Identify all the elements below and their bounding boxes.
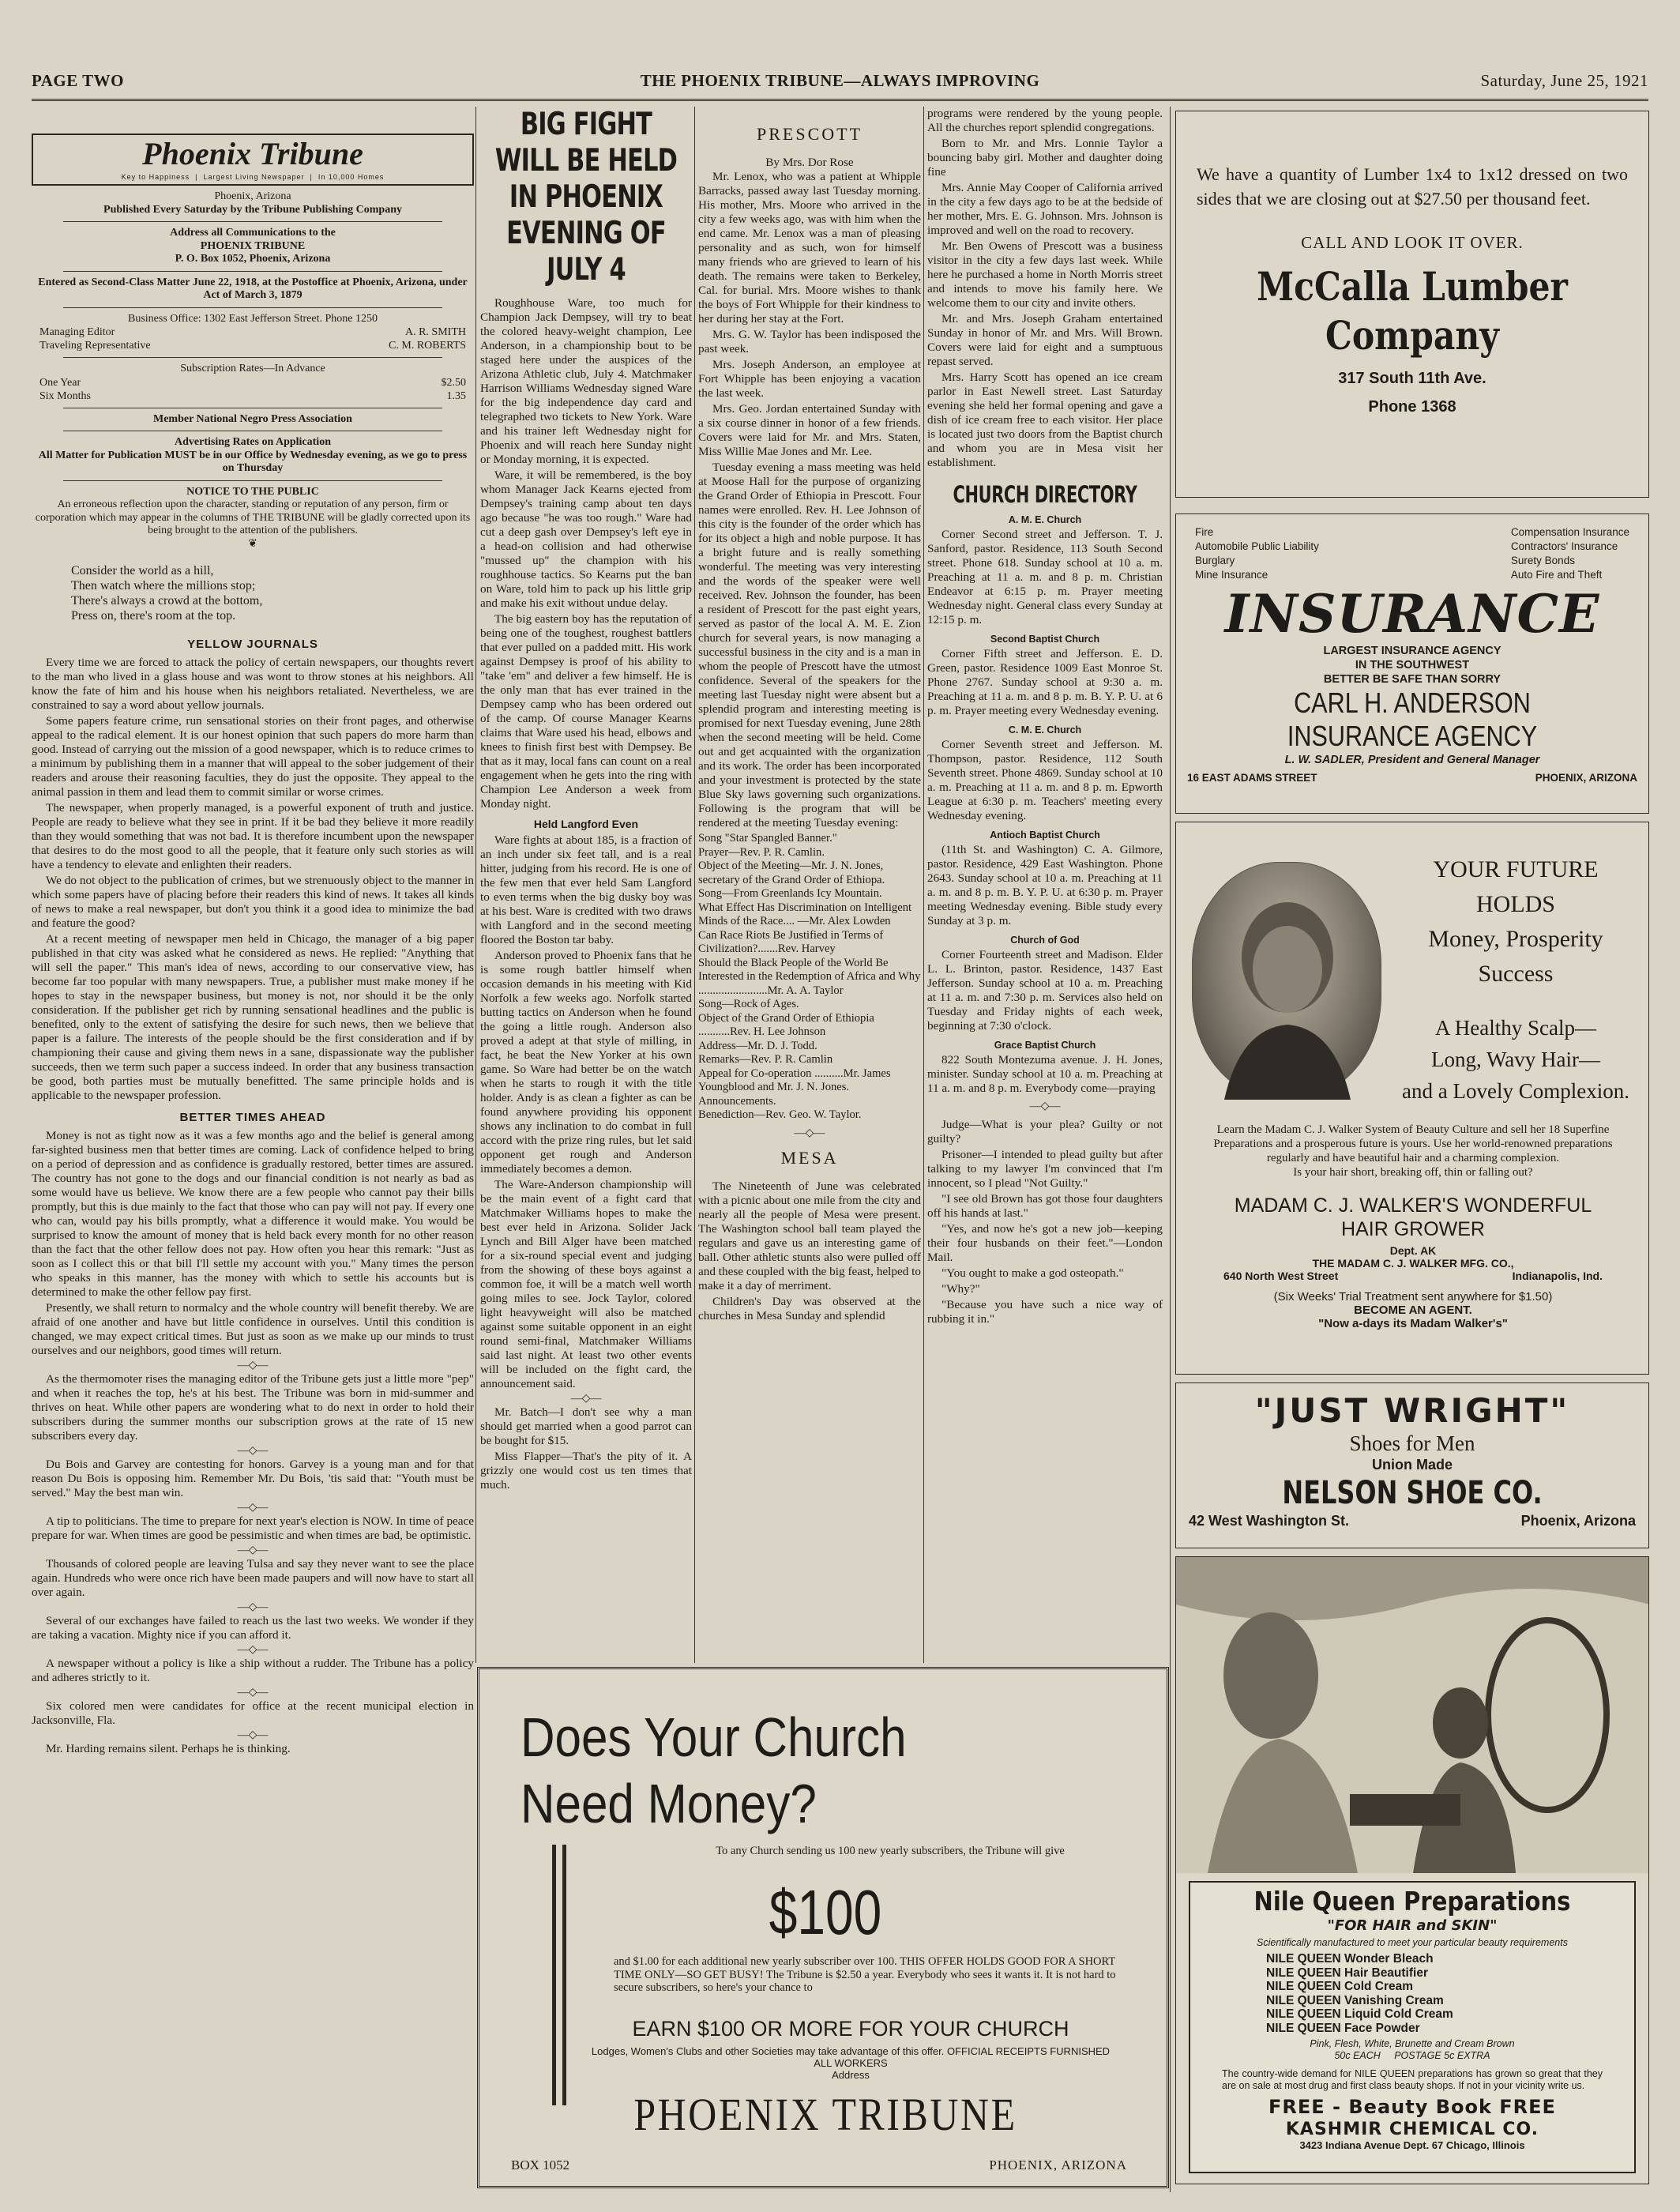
section-head-mesa: MESA bbox=[780, 1147, 839, 1168]
nile-address: 3423 Indiana Avenue Dept. 67 Chicago, Illinois bbox=[1299, 2139, 1525, 2151]
advertising-line: Advertising Rates on Application bbox=[175, 436, 331, 448]
notice-text: An erroneous reflection upon the character, standing or reputation of any person, firm or corporation which may appear in the columns of THE TRIBUNE will be gladly corrected upon its being brought to the attention of the publishers. bbox=[35, 498, 471, 536]
insurance-type: Compensation Insurance bbox=[1510, 526, 1629, 538]
section-head-prescott: PRESCOTT bbox=[756, 124, 863, 144]
walker-grower bbox=[1192, 1194, 1634, 1330]
short-item: A tip to politicians. The time to prepare for next year's election is NOW. In time of peace prepare for war. When times are good be pessimistic and when times are bad, be optimistic. bbox=[32, 1514, 474, 1542]
nile-shades: Pink, Flesh, White, Brunette and Cream Brown bbox=[1310, 2038, 1515, 2049]
insurance-type: Auto Fire and Theft bbox=[1510, 569, 1603, 581]
program-item: Song—From Greenlands Icy Mountain. bbox=[698, 887, 882, 900]
joke-line: "I see old Brown has got those four daughters off his hands at last." bbox=[927, 1192, 1163, 1220]
benefit-line: Long, Wavy Hair— bbox=[1430, 1048, 1601, 1071]
news-item: Children's Day was observed at the churches in Mesa Sunday and splendid bbox=[698, 1294, 921, 1322]
news-item: Mrs. Harry Scott has opened an ice cream parlor in East Newell street. Last Saturday evening she held her formal opening and gave a dish of ice cream free to each visitor. Her place is located just two doors from the Baptist church and whom you are in Mesa visit her establishment. bbox=[927, 371, 1163, 469]
fight-column bbox=[480, 107, 692, 1663]
news-item: Tuesday evening a mass meeting was held at Moose Hall for the purpose of organizing the Grand Order of Ethiopia in Prescott. Four names were enrolled. Rev. H. Lee Johnson of this city is the founder of the order which has for its object a high and noble purpose. It has a bright future and is really something wonderful. The meeting was very interesting and the words of the speaker were well received. Rev. Johnson the founder, has been a resident of Prescott for the past eight years, served as pastor of the local A. M. E. Zion church for several years, is now managing a successful business in the city and is a man in whom the people of Prescott have the utmost confidence. Several of the speakers for the meeting last Tuesday night were absent but a splendid program and interesting meeting is promised for next Tuesday evening, June 28th when the second meeting will be held. Come out and get acquainted with the organization and its work. The order has been incorporated and your investment is protected by the state Blue Sky laws governing such organizations. Following is the program that will be rendered at the meeting Tuesday evening: bbox=[698, 461, 921, 830]
divider bbox=[63, 221, 442, 222]
walker-mfg: THE MADAM C. J. WALKER MFG. CO., bbox=[1312, 1257, 1514, 1270]
lodge-line: Lodges, Women's Clubs and other Societies may take advantage of this offer. OFFICIAL RECEIPTS FURNISHED ALL WORKERS bbox=[591, 2045, 1111, 2069]
church-money-ad bbox=[477, 1667, 1169, 2188]
staff-role: Managing Editor bbox=[39, 326, 115, 338]
news-item: programs were rendered by the young people. All the churches report splendid congregations. bbox=[927, 107, 1163, 134]
subscription-head: Subscription Rates—In Advance bbox=[180, 363, 325, 374]
walker-street: 640 North West Street bbox=[1223, 1270, 1339, 1282]
walker-nowadays: "Now a-days its Madam Walker's" bbox=[1318, 1317, 1508, 1330]
program-item: Benediction—Rev. Geo. W. Taylor. bbox=[698, 1108, 862, 1121]
walker-ad bbox=[1175, 822, 1649, 1375]
program-item: Can Race Riots Be Justified in Terms of Civilization?.......Rev. Harvey bbox=[698, 928, 884, 955]
ornament-icon: —◇— bbox=[237, 1501, 269, 1514]
shoe-brand: "JUST WRIGHT" bbox=[1254, 1391, 1570, 1430]
portrait-illustration bbox=[1193, 863, 1382, 1100]
lumber-ad-text: We have a quantity of Lumber 1x4 to 1x12 dressed on two sides that we are closing out at $27.50 per thousand feet. bbox=[1197, 164, 1628, 209]
logo-tag: Key to Happiness bbox=[121, 173, 190, 181]
church-details: Corner Fifth street and Jefferson. E. D. Green, pastor. Residence 1009 East Monroe St. Phone 2767. Sunday school at 9:30 a. m. Preaching at 11 a. m. and 8 p. m. B. Y. P. U. at 6 p. m. Prayer meeting every Wednesday evening. bbox=[927, 647, 1163, 717]
lumber-phone: Phone 1368 bbox=[1368, 398, 1456, 416]
nile-demand: The country-wide demand for NILE QUEEN preparations has grown so great that they are on sale at most drug and first class beauty shops. If not in your vicinity write us. bbox=[1222, 2068, 1603, 2091]
slogan-line: YOUR FUTURE bbox=[1433, 856, 1599, 882]
insurance-line: IN THE SOUTHWEST bbox=[1355, 659, 1470, 672]
walker-agent: BECOME AN AGENT. bbox=[1354, 1304, 1472, 1317]
divider bbox=[63, 271, 442, 272]
logo-taglines: Key to Happiness | Largest Living Newspaper | In 10,000 Homes bbox=[121, 173, 385, 181]
fight-headline: BIG FIGHT WILL BE HELD IN PHOENIX EVENING OF JULY 4 bbox=[494, 107, 678, 288]
short-item: Du Bois and Garvey are contesting for honors. Garvey is a young man and for that reason Du Bois is opposing him. Remember Mr. Du Bois, 'tis said that: "Youth must be served." May the best man win. bbox=[32, 1457, 474, 1499]
prescott-column bbox=[698, 107, 921, 1663]
church-details: 822 South Montezuma avenue. J. H. Jones, minister. Sunday school at 10 a. m. Preaching at 11 a. m. and 8 p. m. Everybody come—praying bbox=[927, 1053, 1163, 1095]
business-office: Business Office: 1302 East Jefferson Street. Phone 1250 bbox=[128, 312, 378, 325]
ornament-icon: —◇— bbox=[794, 1127, 825, 1139]
news-item: Mr. Lenox, who was a patient at Whipple Barracks, passed away last Tuesday morning. His mother, Mrs. Moore who arrived in the city a few weeks ago, was with him when the end came. Mr. Lenox was a man of pleasing personality and as such, won for himself many friends who are grieved to learn of his death. The remains were taken to Berkeley, Cal. for burial. Mrs. Moore wishes to thank the boys of Fort Whipple for their kindness to her during her stay at the Fort. bbox=[698, 170, 921, 325]
portrait-image bbox=[1192, 862, 1381, 1099]
deadline-line: All Matter for Publication MUST be in our Office by Wednesday evening, as we go to press on Thursday bbox=[38, 449, 468, 474]
agency-name: INSURANCE AGENCY bbox=[1287, 720, 1538, 752]
article-paragraph: Ware fights at about 185, is a fraction of an inch under six feet tall, and is a real hitter, judging from his record. He is one of the few men that ever held Sam Langford to even terms when the big dusky boy was at his best. Ware is credited with two draws with Langford and in the second meeting floored the Boston tar baby. bbox=[480, 833, 692, 946]
pub-city: Phoenix, Arizona bbox=[214, 190, 291, 202]
address-line: PHOENIX TRIBUNE bbox=[200, 239, 306, 252]
rate-price: 1.35 bbox=[446, 389, 466, 402]
nile-queen-illustration bbox=[1176, 1557, 1649, 1873]
nile-postage: POSTAGE 5c EXTRA bbox=[1394, 2050, 1490, 2061]
church-name: Second Baptist Church bbox=[990, 634, 1100, 645]
ornament-icon: —◇— bbox=[570, 1393, 602, 1405]
nile-product: NILE QUEEN Cold Cream bbox=[1266, 1980, 1414, 1993]
rate-term: One Year bbox=[39, 376, 81, 389]
agency-name: CARL H. ANDERSON bbox=[1294, 687, 1531, 719]
insurance-list-left bbox=[1195, 525, 1319, 582]
walker-slogan bbox=[1389, 852, 1642, 991]
shoe-street: 42 West Washington St. bbox=[1189, 1513, 1350, 1529]
lumber-address: 317 South 11th Ave. bbox=[1338, 370, 1486, 387]
nile-intro: Scientifically manufactured to meet your particular beauty requirements bbox=[1257, 1937, 1568, 1948]
program-item: Should the Black People of the World Be Interested in the Redemption of Africa and Why ........................Mr. A. A. Taylor bbox=[698, 956, 921, 997]
church-details: Corner Seventh street and Jefferson. M. Thompson, pastor. Residence, 112 South Seventh street. Phone 4869. Sunday school at 10 a. m. Preaching at 11 a. m. and 8 p. m. Epworth League at 6:30 p. m. Teachers' meeting every Wednesday evening. bbox=[927, 738, 1163, 822]
article-paragraph: We do not object to the publication of crimes, but we strenuously object to the manner in which some papers have of placing before their readers this kind of news. It takes all kinds of news to make a real newspaper, but don't you think it a good idea to minimize the bad and feature the good? bbox=[32, 873, 474, 930]
nile-product: NILE QUEEN Hair Beautifier bbox=[1266, 1966, 1428, 1980]
walker-body bbox=[1208, 1123, 1618, 1179]
agency-city: PHOENIX, ARIZONA bbox=[1535, 772, 1637, 784]
agency-street: 16 EAST ADAMS STREET bbox=[1187, 772, 1317, 784]
benefit-line: A Healthy Scalp— bbox=[1435, 1016, 1596, 1040]
nile-title: Nile Queen Preparations bbox=[1253, 1886, 1571, 1917]
program-item: Appeal for Co-operation ..........Mr. James Youngblood and Mr. J. N. Jones. bbox=[698, 1066, 891, 1093]
insurance-type: Contractors' Insurance bbox=[1510, 540, 1618, 552]
nile-queen-panel bbox=[1189, 1881, 1636, 2173]
byline: By Mrs. Dor Rose bbox=[765, 156, 854, 169]
member-line: Member National Negro Press Association bbox=[153, 412, 352, 425]
insurance-type: Automobile Public Liability bbox=[1195, 540, 1319, 552]
nile-product: NILE QUEEN Vanishing Cream bbox=[1266, 1993, 1444, 2007]
walker-body-text: Learn the Madam C. J. Walker System of Beauty Culture and sell her 18 Superfine Preparations and a prosperous future is yours. Use her world-renowned preparations regularly and have beautiful hair and a charming complexion. bbox=[1213, 1123, 1613, 1164]
address-line: Address all Communications to the bbox=[170, 227, 336, 239]
church-ad-question bbox=[521, 1704, 907, 1837]
joke-line: Prisoner—I intended to plead guilty but after talking to my lawyer I'm convinced that I'm innocent, so I plead "Not Guilty." bbox=[927, 1148, 1163, 1190]
program-item: Object of the Meeting—Mr. J. N. Jones, secretary of the Grand Order of Ethiopa. bbox=[698, 860, 885, 886]
staff-row bbox=[32, 339, 474, 352]
logo-tag: In 10,000 Homes bbox=[318, 173, 385, 181]
article-paragraph: Roughhouse Ware, too much for Champion Jack Dempsey, will try to beat the colored heavy-weight champion, Lee Anderson, in a championship bout to be staged here under the auspices of the Arizona Athletic club, July 4. Matchmaker Harrison Williams Wednesday signed Ware for the big independence day card and telegraphed two tickets to New York. Ware and his trainer left Wednesday night for Phoenix and will reach here Sunday night or Monday morning, it is expected. bbox=[480, 296, 692, 466]
program-item: What Effect Has Discrimination on Intelligent Minds of the Race.... —Mr. Alex Lowden bbox=[698, 901, 912, 927]
shoe-line: Shoes for Men bbox=[1349, 1431, 1475, 1455]
slogan-line: Money, Prosperity bbox=[1428, 926, 1603, 952]
church-name: Church of God bbox=[1010, 935, 1080, 946]
nile-price: 50c EACH bbox=[1334, 2050, 1381, 2061]
question-line: Does Your Church bbox=[521, 1706, 907, 1768]
program-item: Song "Star Spangled Banner." bbox=[698, 832, 837, 845]
subheading: Held Langford Even bbox=[533, 818, 639, 830]
insurance-type: Mine Insurance bbox=[1195, 569, 1268, 581]
article-head: YELLOW JOURNALS bbox=[187, 637, 318, 651]
ornament-icon: —◇— bbox=[237, 1643, 269, 1656]
divider bbox=[63, 480, 442, 481]
church-ad-lodges bbox=[582, 2045, 1119, 2081]
short-item: Several of our exchanges have failed to reach us the last two weeks. We wonder if they are taking a vacation. Mighty nice if you can afford it. bbox=[32, 1613, 474, 1642]
masthead-rule bbox=[32, 99, 1648, 101]
walker-trial: (Six Weeks' Trial Treatment sent anywhere for $1.50) bbox=[1273, 1290, 1553, 1304]
logo-tag: Largest Living Newspaper bbox=[203, 173, 305, 181]
agency-officer: L. W. SADLER, President and General Manager bbox=[1284, 754, 1540, 766]
article-paragraph: At a recent meeting of newspaper men held in Chicago, the manager of a big paper published in that city was asked what he considered as news. He replied: "Anything that will sell the paper." This man's idea of news, according to our conservative view, has become far too popular with many newspapers. True, a publisher must make money if he hopes to stay in the newspaper business, but money is not, nor should it be the only consideration. If the publisher get rich by running sensational headlines and the public is benefited, only to the extent of satisfying the desire for such news, then we believe that paper is a failure. The interests of the people should be the first consideration and if by championing their cause and giving them news in a sane, dispassionate way the publisher succeeds, then we term such paper a success indeed. In order that any business transaction be good, both parties must be mutually benefitted. The same principle holds and is applicable to the newspaper profession. bbox=[32, 931, 474, 1102]
insurance-line: LARGEST INSURANCE AGENCY bbox=[1323, 645, 1501, 657]
ornament-icon: —◇— bbox=[237, 1444, 269, 1457]
walker-dept: Dept. AK bbox=[1389, 1244, 1437, 1257]
slogan-line: HOLDS bbox=[1475, 891, 1555, 917]
nile-subtitle: "FOR HAIR and SKIN" bbox=[1327, 1917, 1498, 1934]
slogan-line: Success bbox=[1478, 961, 1554, 987]
article-paragraph: Some papers feature crime, run sensational stories on their front pages, and otherwise appeal to the radical element. It is our honest opinion that such papers do more harm than good. Instead of carrying out the mission of a good newspaper, which is to reduce crimes to a minimum by publishing them in a manner that will appeal to the sober judgement of their readers and arouse their reasoning faculties, they do just the opposite. They appeal to the animal passion in them and lead them to commit similar or worse crimes. bbox=[32, 713, 474, 799]
nile-queen-ad bbox=[1175, 1556, 1649, 2184]
walker-city: Indianapolis, Ind. bbox=[1512, 1270, 1603, 1282]
masthead-title: THE PHOENIX TRIBUNE—ALWAYS IMPROVING bbox=[640, 71, 1040, 90]
ornament-icon: —◇— bbox=[237, 1359, 269, 1371]
nile-product: NILE QUEEN Liquid Cold Cream bbox=[1266, 2007, 1453, 2021]
church-directory-head: CHURCH DIRECTORY bbox=[953, 481, 1137, 508]
nile-price-row bbox=[1190, 2050, 1634, 2062]
ornament-icon: —◇— bbox=[1029, 1100, 1061, 1112]
rate-row bbox=[32, 389, 474, 403]
shoe-company: NELSON SHOE CO. bbox=[1282, 1475, 1543, 1511]
church-details: Corner Fourteenth street and Madison. Elder L. L. Brinton, pastor. Residence, 1437 East Jefferson. Sunday school at 10 a. m. Preaching at 11 a. m. and 7:30 p. m. Services also held on Tuesday and Friday nights of each week, beginning at 7:30 o'clock. bbox=[927, 948, 1163, 1033]
insurance-type: Burglary bbox=[1195, 555, 1235, 566]
walker-question: Is your hair short, breaking off, thin or falling out? bbox=[1293, 1166, 1533, 1179]
mesa-church-column bbox=[927, 107, 1163, 1663]
staff-name: C. M. ROBERTS bbox=[389, 340, 466, 352]
tribune-logo bbox=[32, 134, 474, 186]
insurance-line: BETTER BE SAFE THAN SORRY bbox=[1323, 673, 1501, 686]
ornament-icon: —◇— bbox=[237, 1729, 269, 1741]
short-item: Mr. Harding remains silent. Perhaps he is thinking. bbox=[46, 1741, 291, 1755]
poem-line: There's always a crowd at the bottom, bbox=[71, 593, 263, 608]
joke-line: Mr. Batch—I don't see why a man should get married when a good parrot can be bought for $15. bbox=[480, 1405, 692, 1447]
lumber-company-name: McCalla Lumber Company bbox=[1257, 263, 1568, 359]
news-item: Born to Mr. and Mrs. Lonnie Taylor a bouncing baby girl. Mother and daughter doing fine bbox=[927, 137, 1163, 179]
address-label: Address bbox=[832, 2069, 870, 2081]
staff-name: A. R. SMITH bbox=[404, 326, 466, 338]
poem bbox=[71, 563, 474, 623]
masthead bbox=[32, 71, 1648, 95]
program-item: Remarks—Rev. P. R. Camlin bbox=[698, 1053, 833, 1066]
news-item: The Nineteenth of June was celebrated with a picnic about one mile from the city and nearly all the people of Mesa were present. The Washington school ball team played the regulars and gave us an interesting game of ball. Other athletic stunts also were pulled off and these coupled with the big feast, helped to make it a day of merriment. bbox=[698, 1179, 921, 1292]
poem-line: Then watch where the millions stop; bbox=[71, 578, 256, 592]
agency-address bbox=[1176, 767, 1648, 784]
joke-line: "Why?" bbox=[941, 1282, 980, 1296]
shoe-city: Phoenix, Arizona bbox=[1520, 1513, 1636, 1529]
joke-line: Miss Flapper—That's the pity of it. A grizzly one would cost us ten times that much. bbox=[480, 1450, 692, 1492]
lumber-ad-call: CALL AND LOOK IT OVER. bbox=[1301, 233, 1524, 252]
staff-row bbox=[32, 325, 474, 339]
news-item: Mrs. Annie May Cooper of California arrived in the city a few days ago to be at the bedside of her mother, Mrs. E. G. Johnson. Mrs. Johnson is improved and well on the road to recovery. bbox=[927, 181, 1163, 237]
church-ad-terms: and $1.00 for each additional new yearly subscriber over 100. THIS OFFER HOLDS GOOD FOR A SHORT TIME ONLY—SO GET BUSY! The Tribune is $2.50 a year. Everybody who sees it wants it. It is not hard to secure subscribers, so here's your chance to bbox=[614, 1955, 1116, 1994]
article-paragraph: The big eastern boy has the reputation of being one of the toughest, roughest battlers that ever pulled on a padded mitt. His work against Dempsey is proof of his ability to "take 'em" and deliver a few himself. He is the only man that has ever trained in the Dempsey camp who has been ordered out of the camp. Of course Manager Kearns claims that Ware used his head, elbows and knees to finish first best with Dempsey. Be that as it may, local fans can count on a real engagement when he gets into the ring with Champion Lee Anderson a week from Monday night. bbox=[480, 612, 692, 811]
nile-product-list bbox=[1190, 1952, 1634, 2035]
church-name: Grace Baptist Church bbox=[994, 1040, 1096, 1051]
insurance-type: Surety Bonds bbox=[1510, 555, 1575, 566]
column-divider bbox=[694, 107, 695, 1663]
rate-term: Six Months bbox=[39, 389, 91, 402]
article-paragraph: Presently, we shall return to normalcy and the whole country will benefit thereby. We are afraid of one another and have but little confidence in ourselves. Until this condition is changed, we may expect critical times. But just as soon as we make up our minds to trust ourselves and our neighbors, good times will return. bbox=[32, 1300, 474, 1357]
program-item: Object of the Grand Order of Ethiopia ...........Rev. H. Lee Johnson bbox=[698, 1011, 874, 1038]
ornament-icon: —◇— bbox=[237, 1544, 269, 1556]
joke-line: Judge—What is your plea? Guilty or not guilty? bbox=[927, 1118, 1163, 1146]
column-divider bbox=[1170, 107, 1171, 2192]
pub-line: Published Every Saturday by the Tribune Publishing Company bbox=[103, 203, 402, 216]
short-item: Six colored men were candidates for office at the recent municipal election in Jacksonville, Fla. bbox=[32, 1698, 474, 1727]
article-paragraph: The Ware-Anderson championship will be the main event of a fight card that Matchmaker Williams hopes to make the best ever held in Arizona. Solider Jack Lynch and Bill Alger have been matched for a six-round special event and judging from the showing of these boys against a common foe, it will be a match well worth going miles to see. Jock Taylor, colored light heavyweight will also be matched against some suitable opponent in an eight round semi-final, Matchmaker Williams said last night. At least two other events will be included on the fight card, the announcement said. bbox=[480, 1178, 692, 1390]
insurance-ad bbox=[1175, 514, 1649, 814]
nile-company: KASHMIR CHEMICAL CO. bbox=[1285, 2120, 1539, 2139]
rate-price: $2.50 bbox=[441, 376, 466, 389]
church-ad-city: PHOENIX, ARIZONA bbox=[989, 2157, 1127, 2172]
insurance-lists bbox=[1176, 514, 1648, 582]
divider bbox=[63, 307, 442, 308]
insurance-list-right bbox=[1511, 525, 1629, 582]
program-item: Song—Rock of Ages. bbox=[698, 998, 799, 1010]
address-line: P. O. Box 1052, Phoenix, Arizona bbox=[175, 253, 331, 265]
question-line: Need Money? bbox=[521, 1773, 817, 1834]
church-ad-earn: EARN $100 OR MORE FOR YOUR CHURCH bbox=[632, 2017, 1069, 2041]
benefit-line: and a Lovely Complexion. bbox=[1402, 1079, 1629, 1103]
nile-product: NILE QUEEN Wonder Bleach bbox=[1266, 1952, 1434, 1966]
insurance-headline: INSURANCE bbox=[1224, 583, 1600, 645]
poem-line: Consider the world as a hill, bbox=[71, 563, 214, 577]
insurance-type: Fire bbox=[1195, 526, 1214, 538]
page-number: PAGE TWO bbox=[32, 71, 124, 90]
staff-role: Traveling Representative bbox=[39, 340, 151, 352]
church-name: A. M. E. Church bbox=[1008, 514, 1082, 525]
nile-free-book: FREE - Beauty Book FREE bbox=[1268, 2096, 1556, 2118]
news-item: Mrs. G. W. Taylor has been indisposed the past week. bbox=[698, 328, 921, 356]
divider bbox=[63, 357, 442, 358]
rate-row bbox=[32, 376, 474, 389]
ornament-icon: —◇— bbox=[237, 1686, 269, 1698]
shoe-address bbox=[1176, 1513, 1648, 1529]
church-ad-amount: $100 bbox=[769, 1877, 882, 1947]
logo-title: Phoenix Tribune bbox=[142, 136, 363, 171]
nile-product: NILE QUEEN Face Powder bbox=[1266, 2021, 1420, 2035]
entered-notice: Entered as Second-Class Matter June 22, 1918, at the Postoffice at Phoenix, Arizona, under Act of March 3, 1879 bbox=[38, 276, 468, 301]
news-item: Mr. and Mrs. Joseph Graham entertained Sunday in honor of Mr. and Mrs. Will Brown. Covers were laid for eight and a sumptuous repast served. bbox=[927, 312, 1163, 368]
ornament-icon: ❦ bbox=[248, 537, 257, 550]
lumber-ad bbox=[1175, 111, 1649, 498]
editorial-column bbox=[32, 107, 474, 2192]
church-details: Corner Second street and Jefferson. T. J. Sanford, pastor. Residence, 113 South Second street. Phone 618. Sunday school at 10 a. m. Preaching at 11 a. m. and 8 p. m. Christian Endeavor at 6:15 p. m. Prayer meeting Wednesday night. General class every Sunday at 12:15 p. m. bbox=[927, 528, 1163, 626]
shoe-union: Union Made bbox=[1372, 1457, 1453, 1473]
grower-line: MADAM C. J. WALKER'S WONDERFUL bbox=[1234, 1194, 1592, 1217]
short-item: A newspaper without a policy is like a ship without a rudder. The Tribune has a policy and adheres strictly to it. bbox=[32, 1656, 474, 1684]
article-paragraph: Ware, it will be remembered, is the boy whom Manager Jack Kearns ejected from Dempsey's training camp about ten days ago because "he was too rough." Ware had cut a deep gash over Dempsey's left eye in a head-on collision and had otherwise "mussed up" the champion with his roughhouse tactics. So Kearns put the ban on Ware, told him to pack up his little grip and make his exit without undue delay. bbox=[480, 468, 692, 610]
grower-line: HAIR GROWER bbox=[1341, 1218, 1485, 1240]
church-name: C. M. E. Church bbox=[1008, 724, 1082, 735]
program-item: Address—Mr. D. J. Todd. bbox=[698, 1039, 817, 1052]
church-name: Antioch Baptist Church bbox=[990, 830, 1100, 841]
article-paragraph: Every time we are forced to attack the policy of certain newspapers, our thoughts revert to the man who lived in a glass house and was wont to throw stones at his neighbors. All know the fate of him and his house when his neighbors retaliated. Nevertheless, we are constrained to say a word about yellow journals. bbox=[32, 655, 474, 712]
ornament-icon: —◇— bbox=[237, 1601, 269, 1613]
church-ad-lead: To any Church sending us 100 new yearly subscribers, the Tribune will give bbox=[716, 1845, 1065, 1857]
program-item: Announcements. bbox=[698, 1094, 776, 1108]
news-item: Mr. Ben Owens of Prescott was a business visitor in the city a few days last week. While here he purchased a home in North Morris street and intends to move his family here. We welcome them to our city and invite others. bbox=[927, 239, 1163, 310]
news-item: Mrs. Joseph Anderson, an employee at Fort Whipple has been enjoying a vacation the last week. bbox=[698, 358, 921, 400]
church-details: (11th St. and Washington) C. A. Gilmore, pastor. Residence, 429 East Washington. Phone 2643. Sunday school at 10 a. m. Preaching at 11 a. m. and 8 p. m. B. Y. P. U. at 6:30 p. m. Prayer meeting Wednesday evening. Bible study every Sunday at 3 p. m. bbox=[927, 843, 1163, 927]
short-item: Thousands of colored people are leaving Tulsa and say they never want to see the place again. Hundreds who were once rich have been made paupers and will now have to start all over again. bbox=[32, 1556, 474, 1599]
walker-address bbox=[1192, 1270, 1634, 1282]
column-divider bbox=[923, 107, 924, 1663]
article-head: BETTER TIMES AHEAD bbox=[179, 1110, 326, 1124]
article-paragraph: Anderson proved to Phoenix fans that he is some rough battler himself when occasion demands in his meeting with Kid Norfolk a few weeks ago. Norfolk started butting tactics on Anderson when he found the going a little rough. Anderson also proved a adept at that style of milling, in fact, he beat the New Yorker at his own game. So Ware had better be on the watch when he starts to rough it with the title holder. Andy is as clean a fighter as can be found anywhere providing his opponent shows any inclination to do combat in full accord with the prize ring rules, but let said opponent get rough and Anderson immediately becomes a demon. bbox=[480, 949, 692, 1176]
walker-benefits bbox=[1389, 1012, 1642, 1107]
poem-line: Press on, there's room at the top. bbox=[71, 608, 236, 623]
column-divider bbox=[475, 107, 476, 1663]
news-item: Mrs. Geo. Jordan entertained Sunday with a six course dinner in honor of a few friends. Covers were laid for Mr. and Mrs. Staten, Miss Willie Mae Jones and Mr. Lee. bbox=[698, 402, 921, 458]
issue-date: Saturday, June 25, 1921 bbox=[1480, 71, 1648, 90]
joke-line: "You ought to make a god osteopath." bbox=[941, 1266, 1124, 1280]
article-paragraph: The newspaper, when properly managed, is a powerful exponent of truth and justice. People are ready to believe what they see in print. If it be bad they believe it more readily than they would something that was not bad. It is therefore incumbent upon the newspaper that desires to do the most good to all the people, that it feature only such stories as will have a tendency to elevate and enlighten their readers. bbox=[32, 800, 474, 871]
notice-head: NOTICE TO THE PUBLIC bbox=[186, 485, 319, 498]
short-item: As the thermomoter rises the managing editor of the Tribune gets just a little more "pep" and when it reaches the top, he's at his best. The Tribune was born in mid-summer and thrives on heat. While other papers are wondering what to do next in order to hold their subscribers during the summer months our subscription grows at the rate of 15 new subscribers every day. bbox=[32, 1371, 474, 1443]
article-paragraph: Money is not as tight now as it was a few months ago and the belief is general among far-sighted business men that better times are coming. Lack of confidence helped to bring on a period of depression and as confidence is gradually restored, better times are assured. The country has not gone to the dogs and our financial condition is not nearly as bad as some would have us believe. We know there are a few people who cannot pay their bills promptly, but this is due mainly to the fact that those who can pay will not pay. If every one who can, would pay his bills promptly, what a difference it would make. You would be surprised to know the amount of money that is held back every month for no other reason than the fact that the other fellow does not pay. How often you hear this remark: "Just as soon as I collect this or that bill I'll settle my account with you." Many times the person who speaks in this manner, has the money with which to settle his accounts but is determined to make the other fellow pay first. bbox=[32, 1128, 474, 1299]
church-ad-paper-name: PHOENIX TRIBUNE bbox=[633, 2089, 1017, 2140]
church-ad-box: BOX 1052 bbox=[511, 2157, 570, 2172]
program-item: Prayer—Rev. P. R. Camlin. bbox=[698, 845, 825, 859]
joke-line: "Yes, and now he's got a new job—keeping their four husbands on their feet."—London Mail. bbox=[927, 1222, 1163, 1264]
joke-line: "Because you have such a nice way of rubbing it in." bbox=[927, 1298, 1163, 1326]
shoe-ad bbox=[1175, 1382, 1649, 1548]
